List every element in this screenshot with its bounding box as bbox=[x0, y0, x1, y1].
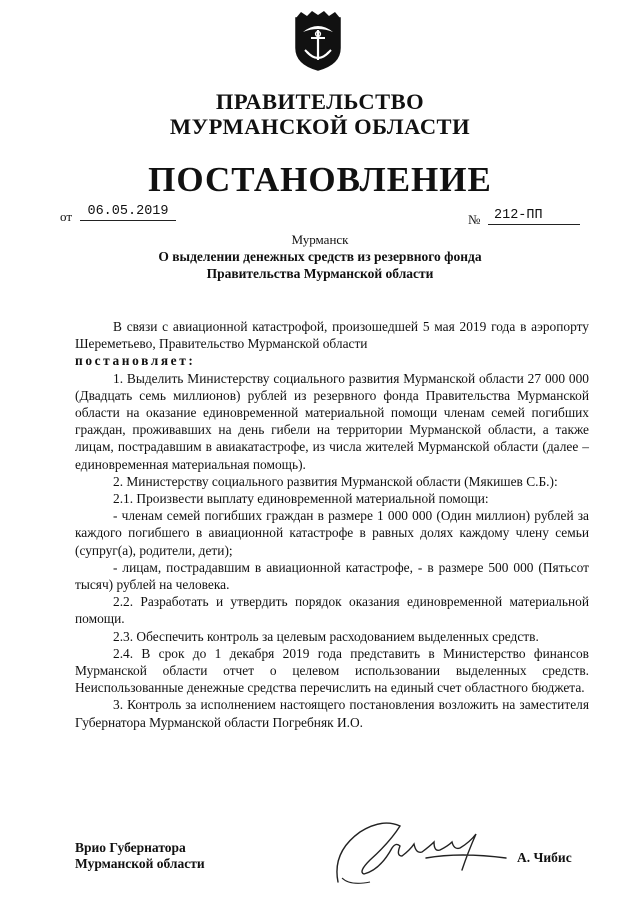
paragraph-2-3: 2.3. Обеспечить контроль за целевым расходованием выделенных средств. bbox=[113, 628, 539, 644]
city-name: Мурманск bbox=[291, 232, 349, 247]
paragraph-1: 1. Выделить Министерству социального развития Мурманской области 27 000 000 (Двадцать семь миллионов) рублей из резервного фонда Правительства Мурманской области на оказание единовременной материальной помощи членам семей погибших граждан, проживавших на день гибели на территории Мурманской области, а также лицам, пострадавшим в авиакатастрофе, из числа жителей Мурманской области (далее – единовременная материальная помощь). bbox=[75, 370, 589, 472]
paragraph-3: 3. Контроль за исполнением настоящего постановления возложить на заместителя Губернатора Мурманской области Погребняк И.О. bbox=[75, 697, 589, 730]
signatory-title-line-1: Врио Губернатора bbox=[75, 840, 186, 855]
resolves-line bbox=[75, 352, 589, 369]
date-prefix: от bbox=[60, 209, 73, 224]
paragraph-2-1-a: - членам семей погибших граждан в размере 1 000 000 (Один миллион) рублей за каждого погибшего в авиационной катастрофе в равных долях каждому члену семьи (супруг(а), родители, дети); bbox=[75, 508, 589, 558]
paragraph-2: 2. Министерству социального развития Мурманской области (Мякишев С.Б.): bbox=[113, 473, 558, 489]
resolves-keyword: постановляет: bbox=[75, 353, 196, 369]
document-date: 06.05.2019 bbox=[80, 204, 176, 221]
paragraph-2-2: 2.2. Разработать и утвердить порядок оказания единовременной материальной помощи. bbox=[75, 594, 589, 627]
document-body bbox=[75, 318, 589, 731]
subject-line-1: О выделении денежных средств из резервного фонда bbox=[158, 249, 482, 264]
signatory-name: А. Чибис bbox=[517, 850, 572, 865]
organization-line-2: МУРМАНСКОЙ ОБЛАСТИ bbox=[169, 114, 471, 139]
coat-of-arms-emblem bbox=[293, 10, 343, 72]
paragraph-2-1-b: - лицам, пострадавшим в авиационной катастрофе, - в размере 500 000 (Пятьсот тысяч) рублей на человека. bbox=[75, 559, 589, 593]
number-prefix: № bbox=[468, 212, 481, 227]
paragraph-2-4: 2.4. В срок до 1 декабря 2019 года представить в Министерство финансов Мурманской области отчет о целевом использовании выделенных средств. Неиспользованные денежные средства перечислить на единый счет областного бюджета. bbox=[75, 645, 589, 696]
handwritten-signature bbox=[330, 812, 510, 892]
document-type-title: ПОСТАНОВЛЕНИЕ bbox=[148, 160, 492, 199]
subject-line-2: Правительства Мурманской области bbox=[206, 266, 434, 281]
document-number: 212-ПП bbox=[488, 208, 580, 225]
paragraph-2-1: 2.1. Произвести выплату единовременной материальной помощи: bbox=[113, 491, 489, 507]
signatory-title-line-2: Мурманской области bbox=[75, 856, 205, 871]
organization-line-1: ПРАВИТЕЛЬСТВО bbox=[215, 89, 425, 114]
intro-paragraph: В связи с авиационной катастрофой, произошедшей 5 мая 2019 года в аэропорту Шереметьево, Правительство Мурманской области bbox=[75, 319, 589, 352]
